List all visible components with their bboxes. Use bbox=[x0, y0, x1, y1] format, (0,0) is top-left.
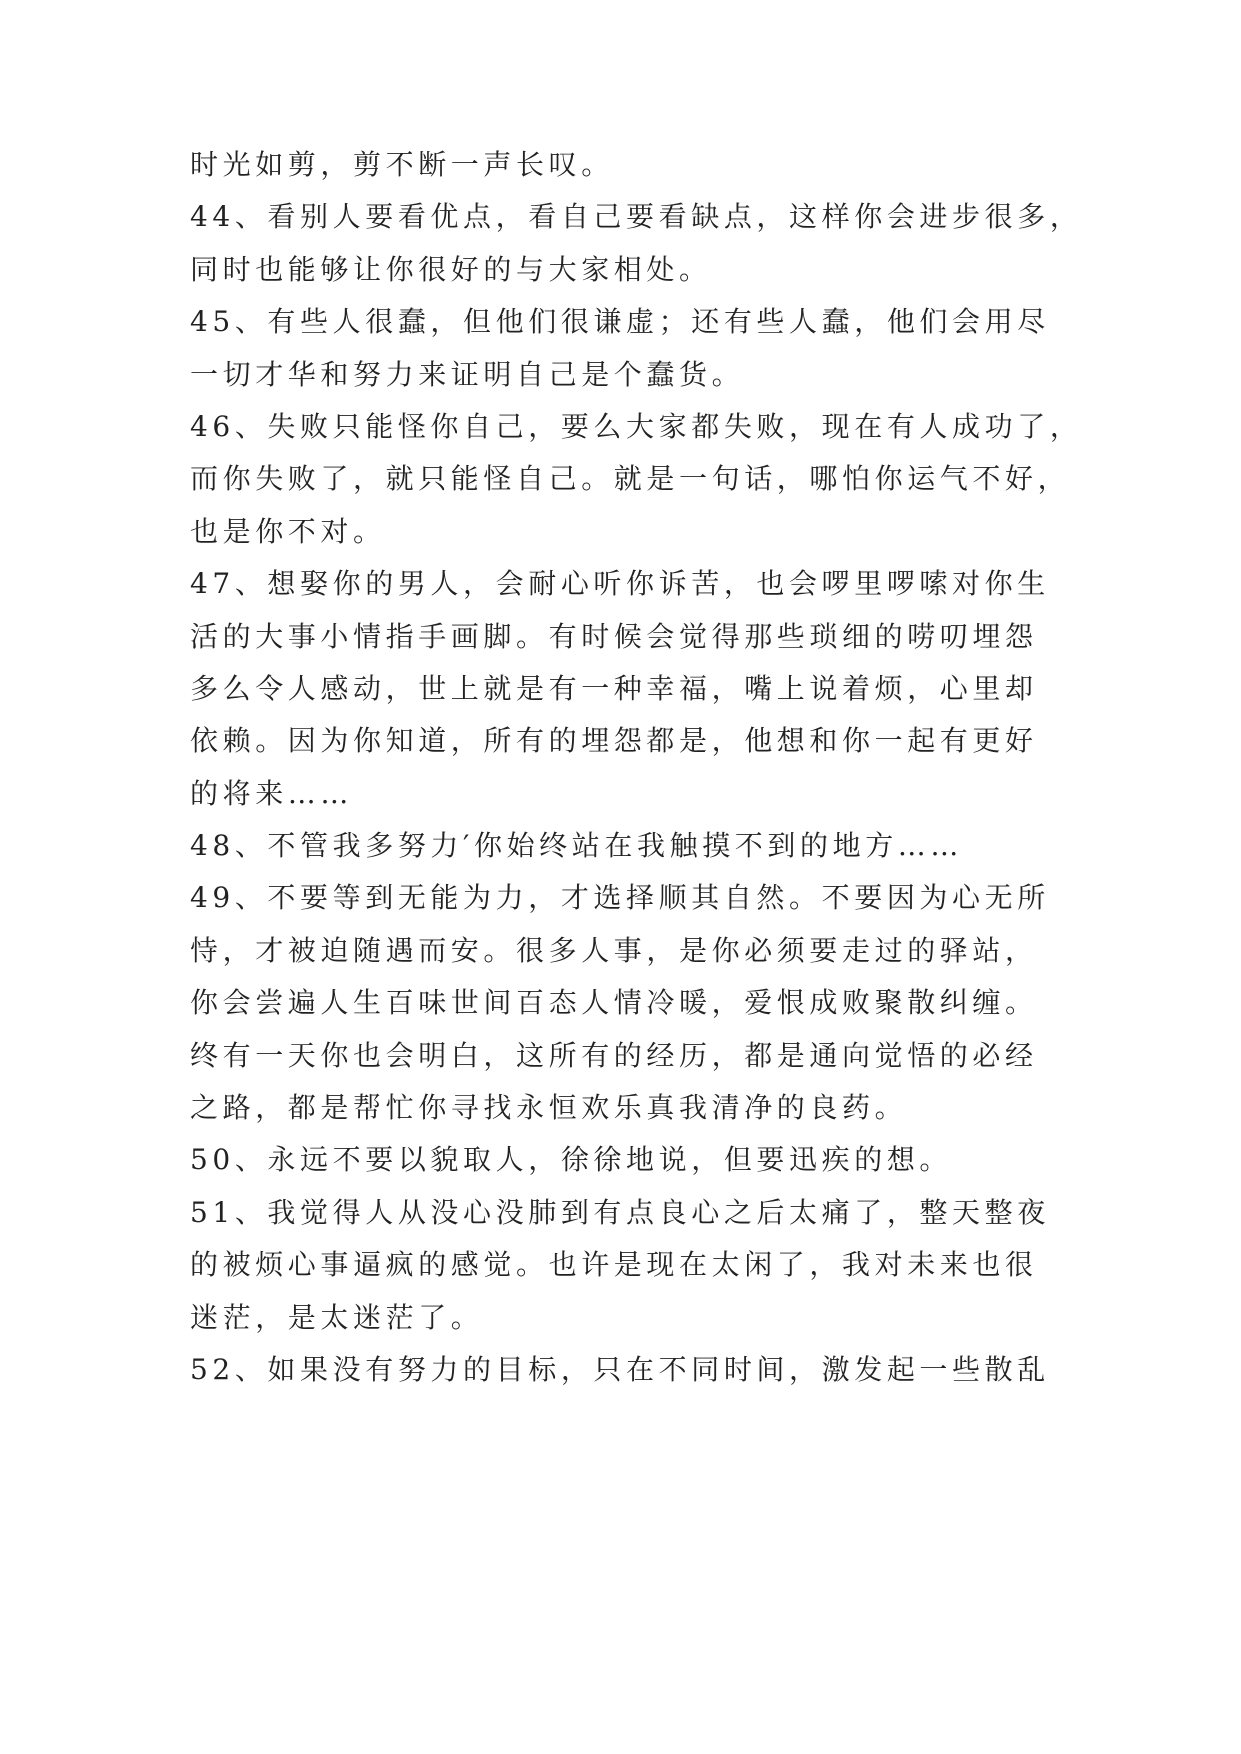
text-line: 活的大事小情指手画脚。有时候会觉得那些琐细的唠叨埋怨 bbox=[190, 619, 1038, 653]
paragraph-50 bbox=[190, 1134, 1241, 1186]
text-line: 多么令人感动，世上就是有一种幸福，嘴上说着烦，心里却 bbox=[190, 671, 1038, 705]
text-line: 之路，都是帮忙你寻找永恒欢乐真我清净的良药。 bbox=[190, 1091, 908, 1125]
text-line: 46、失败只能怪你自己，要么大家都失败，现在有人成功了， bbox=[190, 409, 1083, 443]
text-line: 一切才华和努力来证明自己是个蠢货。 bbox=[190, 357, 745, 391]
text-line: 恃，才被迫随遇而安。很多人事，是你必须要走过的驿站， bbox=[190, 933, 1038, 967]
text-line: 49、不要等到无能为力，才选择顺其自然。不要因为心无所 bbox=[190, 881, 1050, 915]
text-line: 同时也能够让你很好的与大家相处。 bbox=[190, 252, 712, 286]
paragraph-51 bbox=[190, 1187, 1241, 1344]
text-line: 依赖。因为你知道，所有的埋怨都是，他想和你一起有更好 bbox=[190, 724, 1038, 758]
paragraph-44 bbox=[190, 191, 1241, 296]
text-line: 48、不管我多努力′你始终站在我触摸不到的地方…… bbox=[190, 829, 963, 863]
text-line: 终有一天你也会明白，这所有的经历，都是通向觉悟的必经 bbox=[190, 1038, 1038, 1072]
text-line: 44、看别人要看优点，看自己要看缺点，这样你会进步很多， bbox=[190, 200, 1083, 234]
text-line: 的被烦心事逼疯的感觉。也许是现在太闲了，我对未来也很 bbox=[190, 1248, 1038, 1282]
text-line: 而你失败了，就只能怪自己。就是一句话，哪怕你运气不好， bbox=[190, 462, 1071, 496]
text-line: 时光如剪，剪不断一声长叹。 bbox=[190, 148, 614, 181]
text-line: 50、永远不要以貌取人，徐徐地说，但要迅疾的想。 bbox=[190, 1143, 953, 1177]
text-line: 47、想娶你的男人，会耐心听你诉苦，也会啰里啰嗦对你生 bbox=[190, 567, 1050, 601]
paragraph-52 bbox=[190, 1344, 1241, 1396]
paragraph-45 bbox=[190, 296, 1241, 401]
paragraph-46 bbox=[190, 401, 1241, 558]
paragraph-43-continued bbox=[190, 139, 1241, 191]
text-line: 你会尝遍人生百味世间百态人情冷暖，爱恨成败聚散纠缠。 bbox=[190, 986, 1038, 1020]
text-line: 52、如果没有努力的目标，只在不同时间，激发起一些散乱 bbox=[190, 1352, 1050, 1386]
paragraph-47 bbox=[190, 558, 1241, 820]
paragraph-48 bbox=[190, 820, 1241, 872]
text-line: 迷茫，是太迷茫了。 bbox=[190, 1300, 484, 1334]
text-line: 的将来…… bbox=[190, 776, 354, 810]
text-line: 45、有些人很蠢，但他们很谦虚；还有些人蠢，他们会用尽 bbox=[190, 305, 1050, 339]
paragraph-49 bbox=[190, 872, 1241, 1134]
text-line: 51、我觉得人从没心没肺到有点良心之后太痛了，整天整夜 bbox=[190, 1195, 1050, 1229]
text-line: 也是你不对。 bbox=[190, 514, 386, 548]
